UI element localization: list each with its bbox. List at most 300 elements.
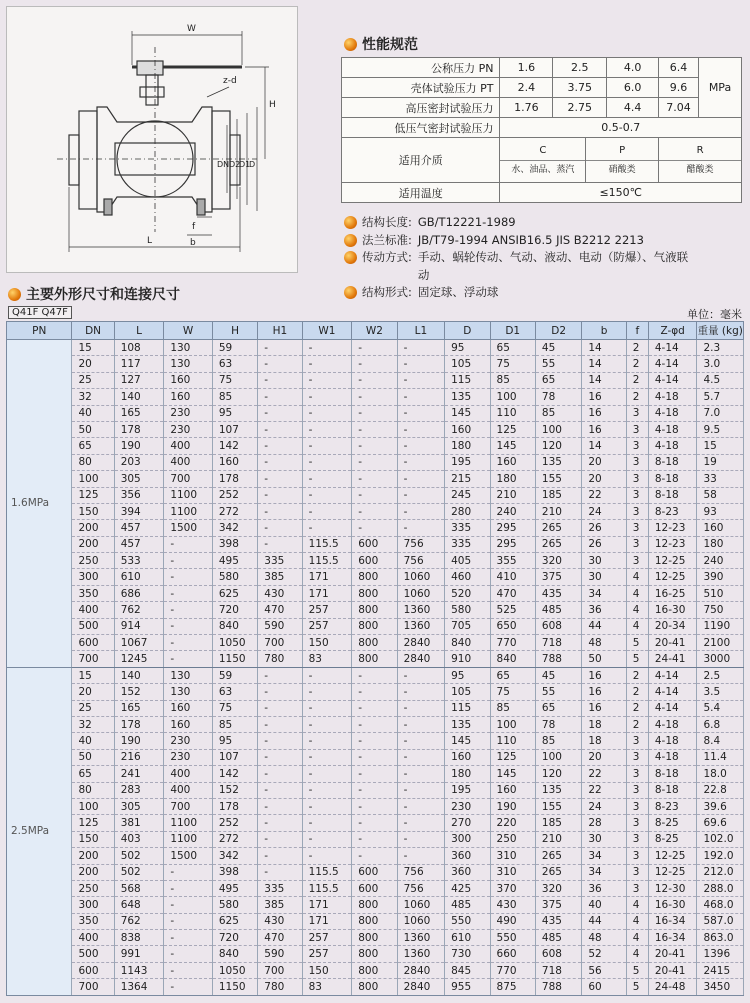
table-cell: 1100 — [164, 487, 213, 503]
table-cell: 3 — [626, 405, 648, 421]
note-value: JB/T79-1994 ANSIB16.5 JIS B2212 2213 — [417, 232, 644, 247]
table-cell: 608 — [535, 946, 581, 962]
table-cell: 257 — [302, 618, 352, 634]
table-cell: - — [352, 798, 397, 814]
table-cell: 55 — [535, 356, 581, 372]
table-cell: 20-34 — [648, 618, 697, 634]
table-cell: 800 — [352, 979, 397, 995]
table-cell: 105 — [445, 684, 490, 700]
spec-cell: 2.75 — [553, 98, 607, 118]
table-cell: 190 — [490, 798, 535, 814]
table-cell: 2840 — [397, 962, 445, 978]
table-cell: - — [302, 733, 352, 749]
note-item — [344, 249, 744, 284]
table-cell: 15 — [72, 340, 114, 356]
table-cell: 14 — [582, 356, 626, 372]
table-cell: 350 — [72, 585, 114, 601]
table-row — [7, 979, 744, 995]
table-cell: 8-25 — [648, 831, 697, 847]
table-cell: 125 — [72, 815, 114, 831]
table-cell: 4 — [626, 897, 648, 913]
table-cell: 5.7 — [697, 389, 744, 405]
table-cell: 4-18 — [648, 749, 697, 765]
table-cell: 8-18 — [648, 766, 697, 782]
table-cell: 800 — [352, 930, 397, 946]
table-cell: 756 — [397, 864, 445, 880]
table-cell: 178 — [114, 421, 164, 437]
table-row — [7, 848, 744, 864]
table-cell: 520 — [445, 585, 490, 601]
table-cell: 190 — [114, 438, 164, 454]
table-cell: 1060 — [397, 897, 445, 913]
table-cell: 20-41 — [648, 962, 697, 978]
table-cell: 160 — [164, 389, 213, 405]
table-cell: 20-41 — [648, 946, 697, 962]
table-cell: - — [352, 782, 397, 798]
table-cell: 568 — [114, 880, 164, 896]
table-cell: 100 — [490, 716, 535, 732]
table-cell: 3 — [626, 454, 648, 470]
table-cell: 8-23 — [648, 503, 697, 519]
table-cell: - — [302, 471, 352, 487]
table-cell: 1360 — [397, 618, 445, 634]
table-cell: 686 — [114, 585, 164, 601]
column-header: D — [445, 322, 490, 340]
ball-valve-section-drawing — [7, 7, 297, 272]
table-row — [7, 930, 744, 946]
table-cell: 2 — [626, 716, 648, 732]
table-cell: 2840 — [397, 979, 445, 995]
table-cell: 3 — [626, 471, 648, 487]
table-cell: 3 — [626, 503, 648, 519]
table-cell: 14 — [582, 372, 626, 388]
table-cell: 342 — [212, 520, 257, 536]
table-cell: 40 — [72, 733, 114, 749]
table-cell: 40 — [582, 897, 626, 913]
table-cell: 300 — [72, 569, 114, 585]
table-cell: 127 — [114, 372, 164, 388]
table-cell: 2 — [626, 356, 648, 372]
media-code: R — [659, 142, 741, 161]
table-cell: 430 — [258, 913, 302, 929]
table-cell: 125 — [490, 421, 535, 437]
table-cell: - — [258, 405, 302, 421]
table-cell: 65 — [72, 766, 114, 782]
table-cell: 24-48 — [648, 979, 697, 995]
table-cell: 4 — [626, 930, 648, 946]
table-cell: 510 — [697, 585, 744, 601]
table-cell: - — [397, 733, 445, 749]
table-cell: - — [164, 930, 213, 946]
table-cell: 300 — [445, 831, 490, 847]
table-cell: 115 — [445, 372, 490, 388]
table-cell: 63 — [212, 356, 257, 372]
table-cell: 3 — [626, 815, 648, 831]
table-cell: 16 — [582, 700, 626, 716]
table-cell: 770 — [490, 635, 535, 651]
table-cell: - — [258, 749, 302, 765]
table-cell: - — [164, 913, 213, 929]
table-cell: 69.6 — [697, 815, 744, 831]
table-cell: 8-18 — [648, 487, 697, 503]
table-cell: 95 — [445, 667, 490, 683]
table-cell: 1150 — [212, 979, 257, 995]
table-row — [7, 684, 744, 700]
table-cell: 762 — [114, 913, 164, 929]
table-cell: - — [258, 864, 302, 880]
table-cell: 590 — [258, 618, 302, 634]
table-cell: 403 — [114, 831, 164, 847]
table-row — [7, 962, 744, 978]
table-cell: - — [352, 667, 397, 683]
table-cell: 32 — [72, 716, 114, 732]
table-row — [7, 831, 744, 847]
table-cell: 215 — [445, 471, 490, 487]
table-cell: 180 — [490, 471, 535, 487]
media-code: C — [500, 142, 585, 161]
table-cell: - — [397, 471, 445, 487]
table-cell: 1500 — [164, 848, 213, 864]
table-cell: 155 — [535, 471, 581, 487]
table-cell: - — [397, 848, 445, 864]
table-cell: 288.0 — [697, 880, 744, 896]
table-cell: 398 — [212, 536, 257, 552]
table-cell: 840 — [212, 618, 257, 634]
table-cell: - — [258, 733, 302, 749]
table-cell: 16-34 — [648, 930, 697, 946]
table-cell: 600 — [72, 962, 114, 978]
table-cell: 3 — [626, 749, 648, 765]
table-cell: 12-25 — [648, 569, 697, 585]
table-cell: - — [302, 700, 352, 716]
table-cell: - — [302, 340, 352, 356]
table-cell: 16-34 — [648, 913, 697, 929]
table-cell: 4-14 — [648, 667, 697, 683]
column-header: W — [164, 322, 213, 340]
table-cell: 15 — [72, 667, 114, 683]
table-cell: - — [397, 782, 445, 798]
table-cell: 590 — [258, 946, 302, 962]
table-cell: - — [164, 553, 213, 569]
table-cell: 14 — [582, 438, 626, 454]
table-cell: 718 — [535, 962, 581, 978]
table-cell: 2 — [626, 389, 648, 405]
table-cell: 230 — [445, 798, 490, 814]
table-cell: 580 — [445, 602, 490, 618]
table-cell: 117 — [114, 356, 164, 372]
table-cell: 648 — [114, 897, 164, 913]
table-cell: 65 — [535, 372, 581, 388]
table-cell: 200 — [72, 536, 114, 552]
table-cell: 490 — [490, 913, 535, 929]
table-cell: 115.5 — [302, 553, 352, 569]
table-cell: - — [302, 749, 352, 765]
table-row — [7, 503, 744, 519]
table-cell: 1190 — [697, 618, 744, 634]
table-cell: 130 — [164, 356, 213, 372]
table-cell: 587.0 — [697, 913, 744, 929]
table-cell: 4-14 — [648, 684, 697, 700]
d2-label: D2 — [229, 160, 241, 169]
table-cell: 720 — [212, 930, 257, 946]
table-cell: 130 — [164, 667, 213, 683]
table-cell: 50 — [72, 749, 114, 765]
f-label: f — [192, 222, 196, 232]
table-cell: 178 — [212, 798, 257, 814]
table-row — [7, 405, 744, 421]
table-cell: - — [164, 864, 213, 880]
table-cell: 48 — [582, 930, 626, 946]
table-cell: 2840 — [397, 635, 445, 651]
spec-cell: 7.04 — [659, 98, 699, 118]
note-value: GB/T12221-1989 — [417, 215, 516, 229]
spec-unit: MPa — [699, 58, 742, 118]
model-tag: Q41F Q47F — [8, 306, 72, 319]
table-cell: 914 — [114, 618, 164, 634]
table-cell: 185 — [535, 487, 581, 503]
table-cell: 350 — [72, 913, 114, 929]
table-cell: 1060 — [397, 569, 445, 585]
table-cell: - — [258, 503, 302, 519]
table-cell: 398 — [212, 864, 257, 880]
table-cell: 430 — [490, 897, 535, 913]
table-cell: - — [352, 831, 397, 847]
table-cell: 1396 — [697, 946, 744, 962]
table-cell: 28 — [582, 815, 626, 831]
column-header: L1 — [397, 322, 445, 340]
table-cell: 190 — [114, 733, 164, 749]
table-cell: - — [352, 471, 397, 487]
table-cell: 18.0 — [697, 766, 744, 782]
table-cell: 1050 — [212, 635, 257, 651]
bullet-icon — [344, 234, 357, 247]
table-cell: 25 — [72, 372, 114, 388]
table-cell: 95 — [445, 340, 490, 356]
dn-label: DN — [217, 160, 230, 169]
table-cell: 400 — [164, 454, 213, 470]
note-value: 固定球、浮动球 — [417, 285, 499, 299]
table-cell: 44 — [582, 913, 626, 929]
table-cell: 3 — [626, 831, 648, 847]
table-cell: 2840 — [397, 651, 445, 667]
table-row — [7, 716, 744, 732]
table-cell: 135 — [445, 389, 490, 405]
table-cell: 730 — [445, 946, 490, 962]
table-cell: - — [258, 421, 302, 437]
table-cell: - — [397, 421, 445, 437]
table-cell: - — [164, 618, 213, 634]
table-cell: 4 — [626, 913, 648, 929]
table-cell: 178 — [114, 716, 164, 732]
table-cell: 533 — [114, 553, 164, 569]
table-cell: 145 — [445, 733, 490, 749]
table-cell: 257 — [302, 930, 352, 946]
table-cell: 270 — [445, 815, 490, 831]
table-cell: 660 — [490, 946, 535, 962]
table-cell: 34 — [582, 585, 626, 601]
table-cell: 3 — [626, 487, 648, 503]
table-cell: 216 — [114, 749, 164, 765]
table-row — [7, 454, 744, 470]
table-cell: 410 — [490, 569, 535, 585]
table-cell: 50 — [582, 651, 626, 667]
bullet-icon — [344, 251, 357, 264]
table-row — [7, 749, 744, 765]
note-item — [344, 232, 744, 250]
table-cell: - — [164, 585, 213, 601]
table-cell: - — [352, 405, 397, 421]
table-cell: - — [352, 716, 397, 732]
spec-label-low: 低压气密封试验压力 — [342, 118, 500, 138]
table-row — [7, 667, 744, 683]
table-cell: 335 — [258, 880, 302, 896]
spec-table — [341, 57, 742, 203]
column-header: PN — [7, 322, 72, 340]
table-cell: 1100 — [164, 815, 213, 831]
table-cell: - — [258, 536, 302, 552]
zd-label: z-d — [223, 76, 237, 86]
table-cell: 95 — [212, 405, 257, 421]
table-cell: - — [352, 503, 397, 519]
table-cell: 32 — [72, 389, 114, 405]
table-cell: 34 — [582, 848, 626, 864]
table-cell: 2.3 — [697, 340, 744, 356]
table-cell: 108 — [114, 340, 164, 356]
table-cell: 2 — [626, 372, 648, 388]
table-cell: 160 — [164, 372, 213, 388]
note-label: 法兰标准: — [362, 232, 412, 247]
table-cell: 4 — [626, 569, 648, 585]
table-row — [7, 421, 744, 437]
table-row — [7, 733, 744, 749]
table-cell: 910 — [445, 651, 490, 667]
table-cell: 26 — [582, 536, 626, 552]
table-cell: - — [397, 356, 445, 372]
table-cell: - — [164, 651, 213, 667]
table-cell: 500 — [72, 618, 114, 634]
table-cell: - — [302, 782, 352, 798]
table-cell: 280 — [445, 503, 490, 519]
table-cell: 650 — [490, 618, 535, 634]
table-cell: 165 — [114, 405, 164, 421]
column-header: W1 — [302, 322, 352, 340]
table-cell: 2 — [626, 340, 648, 356]
table-row — [7, 520, 744, 536]
table-cell: - — [302, 487, 352, 503]
table-cell: 30 — [582, 831, 626, 847]
table-cell: 610 — [445, 930, 490, 946]
table-cell: 160 — [164, 700, 213, 716]
table-cell: 40 — [72, 405, 114, 421]
table-cell: 400 — [72, 602, 114, 618]
table-cell: - — [258, 848, 302, 864]
table-cell: 1360 — [397, 930, 445, 946]
table-cell: 171 — [302, 585, 352, 601]
table-cell: - — [302, 372, 352, 388]
table-cell: - — [397, 487, 445, 503]
table-cell: 75 — [212, 372, 257, 388]
column-header: D2 — [535, 322, 581, 340]
table-cell: 580 — [212, 897, 257, 913]
table-cell: 750 — [697, 602, 744, 618]
table-cell: 600 — [352, 880, 397, 896]
table-cell: 240 — [697, 553, 744, 569]
table-cell: 20-41 — [648, 635, 697, 651]
table-cell: 16 — [582, 405, 626, 421]
table-cell: 55 — [535, 684, 581, 700]
table-cell: 135 — [445, 716, 490, 732]
table-cell: 800 — [352, 569, 397, 585]
table-cell: 135 — [535, 782, 581, 798]
table-row — [7, 782, 744, 798]
table-row — [7, 798, 744, 814]
table-cell: 800 — [352, 618, 397, 634]
table-cell: 152 — [114, 684, 164, 700]
table-row — [7, 880, 744, 896]
table-cell: 65 — [72, 438, 114, 454]
table-cell: 20 — [72, 684, 114, 700]
table-cell: - — [397, 831, 445, 847]
table-cell: 22.8 — [697, 782, 744, 798]
notes-list — [344, 214, 744, 302]
table-row — [7, 602, 744, 618]
table-cell: 788 — [535, 651, 581, 667]
table-cell: 22 — [582, 487, 626, 503]
table-cell: 460 — [445, 569, 490, 585]
table-cell: 75 — [490, 356, 535, 372]
note-label: 结构长度: — [362, 215, 412, 229]
table-row — [7, 815, 744, 831]
table-cell: 105 — [445, 356, 490, 372]
table-cell: 425 — [445, 880, 490, 896]
table-cell: 3 — [626, 553, 648, 569]
table-cell: 700 — [258, 962, 302, 978]
table-cell: 85 — [212, 716, 257, 732]
table-cell: 160 — [445, 421, 490, 437]
table-cell: 5 — [626, 962, 648, 978]
table-cell: 125 — [490, 749, 535, 765]
table-cell: - — [302, 454, 352, 470]
table-cell: 265 — [535, 864, 581, 880]
table-cell: 718 — [535, 635, 581, 651]
spec-cell: 2.5 — [553, 58, 607, 78]
table-cell: 80 — [72, 782, 114, 798]
table-cell: 102.0 — [697, 831, 744, 847]
table-cell: 257 — [302, 946, 352, 962]
table-cell: - — [397, 438, 445, 454]
table-cell: 85 — [490, 372, 535, 388]
table-cell: - — [352, 356, 397, 372]
table-cell: 3 — [626, 520, 648, 536]
table-cell: 65 — [535, 700, 581, 716]
column-header: H — [212, 322, 257, 340]
table-cell: - — [258, 372, 302, 388]
table-cell: - — [258, 356, 302, 372]
table-cell: - — [352, 487, 397, 503]
table-cell: 550 — [445, 913, 490, 929]
table-cell: 295 — [490, 520, 535, 536]
table-cell: 20 — [582, 749, 626, 765]
table-cell: 610 — [114, 569, 164, 585]
table-cell: 375 — [535, 897, 581, 913]
table-cell: 160 — [212, 454, 257, 470]
table-cell: 110 — [490, 405, 535, 421]
table-cell: 7.0 — [697, 405, 744, 421]
table-cell: 838 — [114, 930, 164, 946]
table-cell: 115 — [445, 700, 490, 716]
table-cell: 863.0 — [697, 930, 744, 946]
table-row — [7, 766, 744, 782]
